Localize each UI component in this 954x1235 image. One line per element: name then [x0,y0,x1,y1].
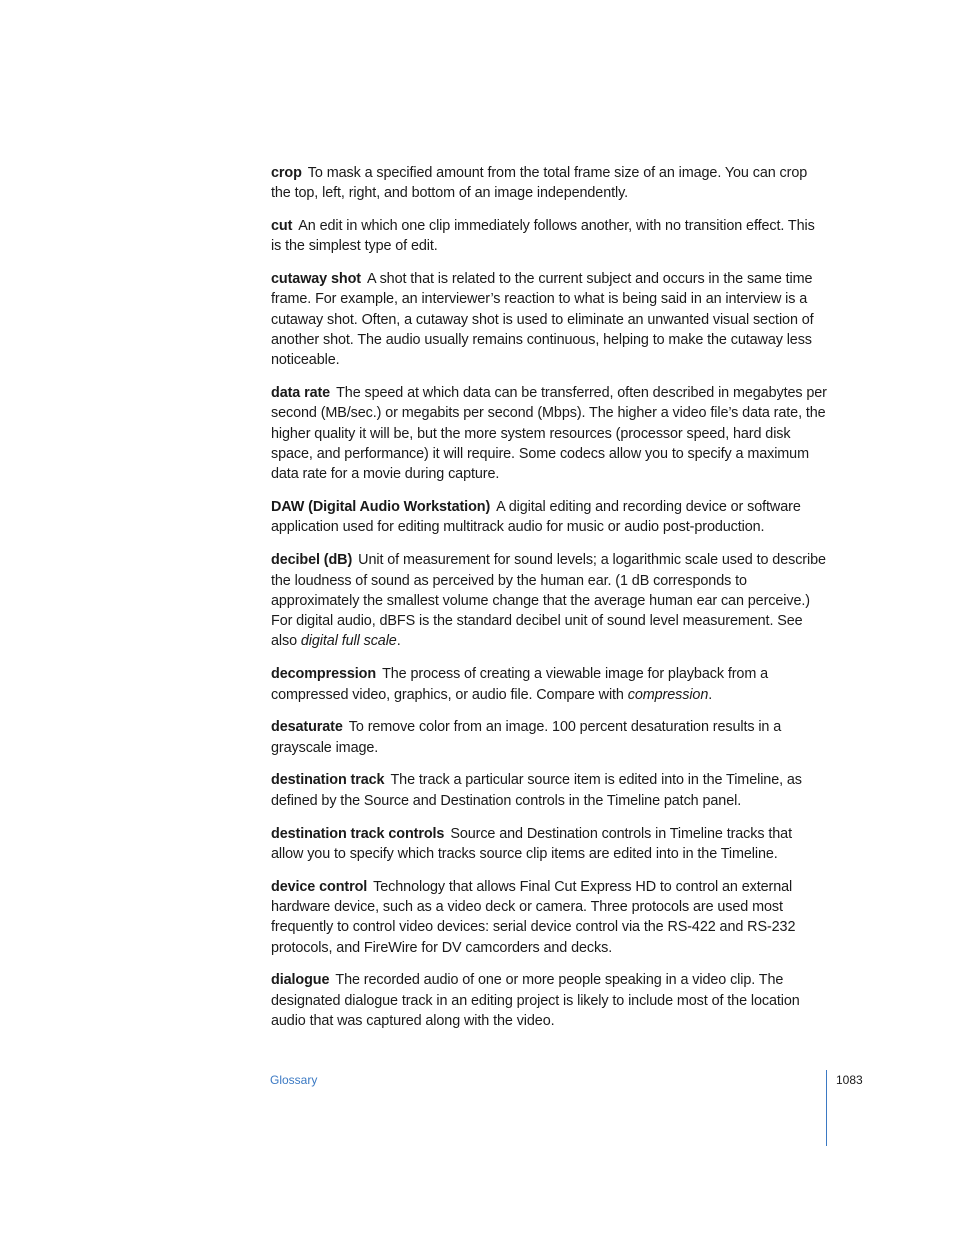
glossary-definition: The recorded audio of one or more people speaking in a video clip. The designated dialogue track in an editing project is likely to include most of the location audio that was captured along with the video. [271,972,800,1029]
glossary-term: data rate [271,385,331,402]
glossary-cross-reference: digital full scale [300,633,397,650]
glossary-definition: The process of creating a viewable image for playback from a compressed video, graphics, or audio file. Compare with [271,666,769,703]
glossary-definition: Unit of measurement for sound levels; a logarithmic scale used to describe the loudness of sound as perceived by the human ear. (1 dB corresponds to approximately the smallest volume change that the average human ear can perceive.) For digital audio, dBFS is the standard decibel unit of sound level measurement. See also [271,552,826,650]
glossary-entry [271,770,827,811]
glossary-entry [271,216,827,257]
glossary-entry [271,717,827,758]
glossary-entry [271,664,827,705]
glossary-entry [271,269,827,370]
glossary-definition: A shot that is related to the current subject and occurs in the same time frame. For example, an interviewer’s reaction to what is being said in an interview is a cutaway shot. Often, a cutaway shot is used to eliminate an unwanted visual section of another shot. The audio usually remains continuous, helping to make the cutaway less noticeable. [271,271,814,369]
glossary-term: DAW (Digital Audio Workstation) [271,499,491,516]
glossary-term: desaturate [271,719,343,736]
glossary-entry [271,824,827,865]
glossary-definition: The track a particular source item is edited into in the Timeline, as defined by the Source and Destination controls in the Timeline patch panel. [271,772,802,809]
glossary-term: destination track [271,772,385,789]
glossary-entry [271,877,827,958]
glossary-entry [271,550,827,651]
glossary-term: cutaway shot [271,271,361,288]
glossary-entry [271,163,827,204]
glossary-term: decompression [271,666,377,683]
footer-divider [826,1070,827,1146]
glossary-entry [271,383,827,484]
glossary-definition: A digital editing and recording device or software application used for editing multitrack audio for music or audio post-production. [271,499,801,536]
glossary-term: device control [271,878,368,895]
glossary-entries [271,163,827,1044]
glossary-definition: Technology that allows Final Cut Express HD to control an external hardware device, such as a video deck or camera. Three protocols are used most frequently to control video devices: serial device control via the RS-422 and RS-232 protocols, and FireWire for DV camcorders and decks. [271,878,796,956]
glossary-definition: An edit in which one clip immediately follows another, with no transition effect. This is the simplest type of edit. [271,218,815,255]
glossary-definition: . [708,686,713,703]
glossary-term: destination track controls [271,825,445,842]
glossary-term: decibel (dB) [271,552,353,569]
glossary-term: crop [271,165,302,181]
footer-section-label: Glossary [270,1073,318,1087]
glossary-definition: To remove color from an image. 100 percent desaturation results in a grayscale image. [271,719,782,756]
glossary-term: cut [271,218,293,235]
glossary-entry [271,497,827,538]
glossary-definition: The speed at which data can be transferred, often described in megabytes per second (MB/sec.) or megabits per second (Mbps). The higher a video file’s data rate, the higher quality it will be, but the more system resources (processor speed, hard disk space, and performance) it will require. Some codecs allow you to specify a maximum data rate for a movie during capture. [271,385,827,483]
glossary-definition: Source and Destination controls in Timeline tracks that allow you to specify which tracks source clip items are edited into in the Timeline. [271,825,792,862]
glossary-cross-reference: compression [627,686,709,703]
glossary-definition: To mask a specified amount from the total frame size of an image. You can crop the top, left, right, and bottom of an image independently. [271,165,808,202]
glossary-definition: . [396,633,401,650]
page-number: 1083 [836,1073,863,1087]
glossary-term: dialogue [271,972,330,989]
glossary-entry [271,970,827,1031]
